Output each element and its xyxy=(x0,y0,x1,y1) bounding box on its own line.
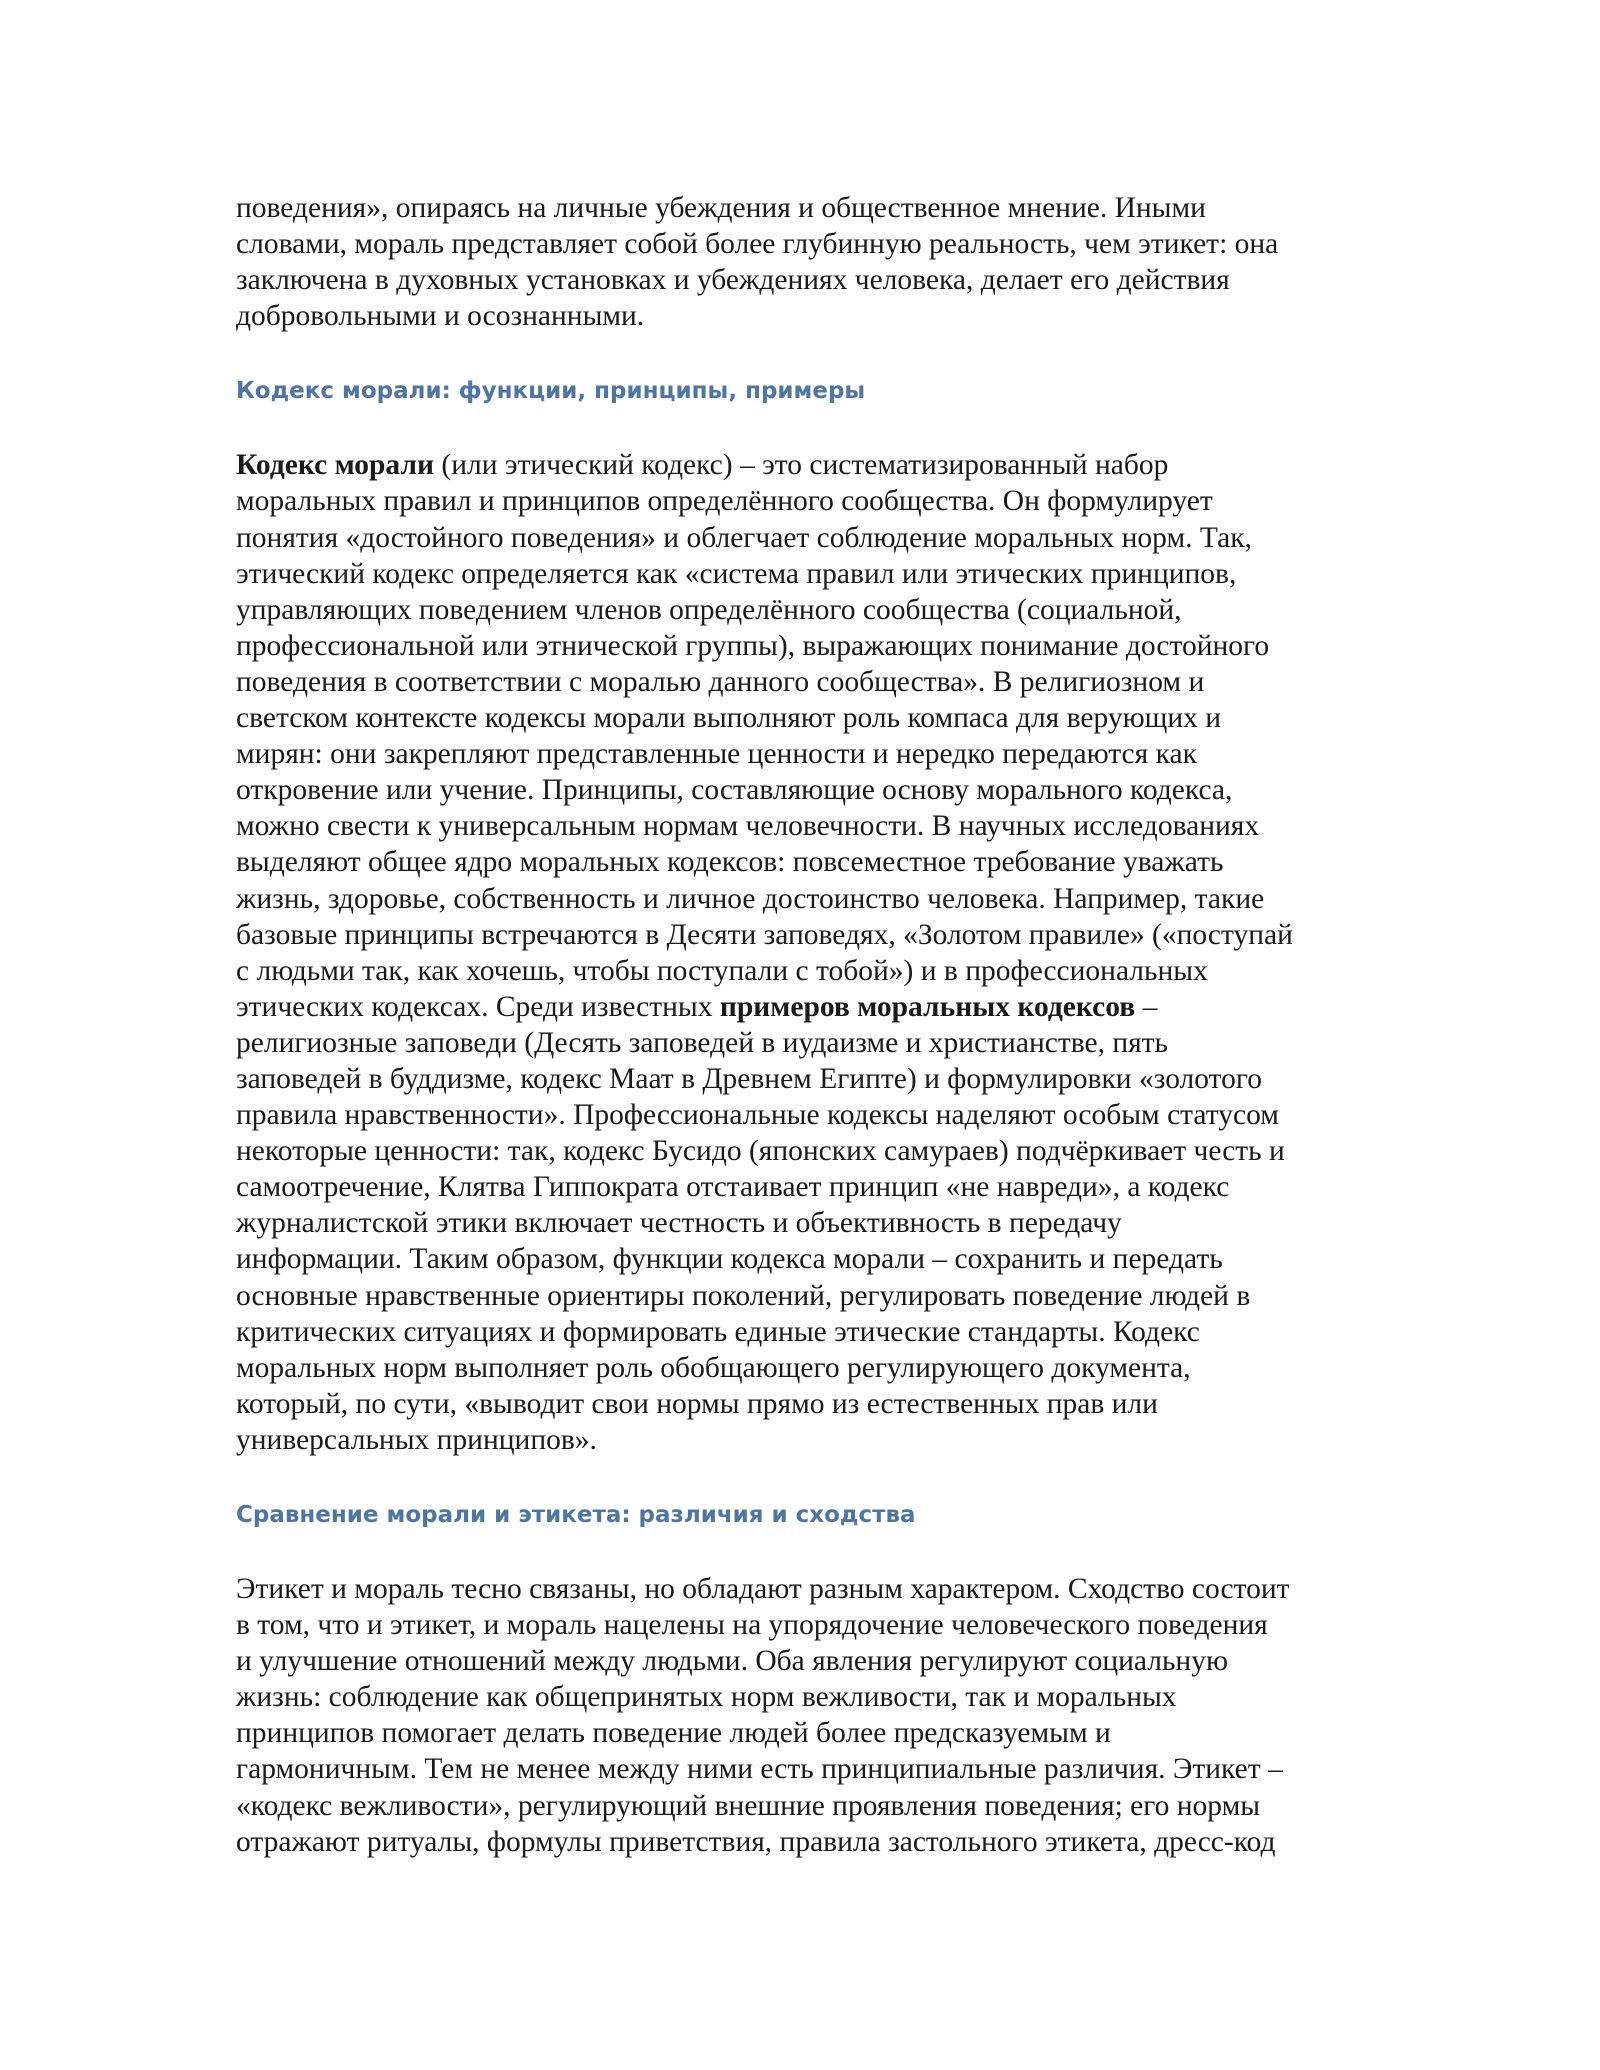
text-line: самоотречение, Клятва Гиппократа отстаивает принцип «не навреди», а кодекс xyxy=(236,1171,1230,1204)
document-body xyxy=(236,190,1366,1860)
text-line: понятия «достойного поведения» и облегчает соблюдение моральных норм. Так, xyxy=(236,521,1252,554)
text-line: светском контексте кодексы морали выполняют роль компаса для верующих и xyxy=(236,702,1222,735)
text-line: заключена в духовных установках и убеждениях человека, делает его действия xyxy=(236,264,1230,297)
text-line: некоторые ценности: так, кодекс Бусидо (японских самураев) подчёркивает честь и xyxy=(236,1135,1285,1168)
text-line: критических ситуациях и формировать единые этические стандарты. Кодекс xyxy=(236,1315,1200,1348)
text-line: жизнь: соблюдение как общепринятых норм вежливости, так и моральных xyxy=(236,1681,1177,1714)
text-line: выделяют общее ядро моральных кодексов: повсеместное требование уважать xyxy=(236,846,1224,879)
text-line: можно свести к универсальным нормам человечности. В научных исследованиях xyxy=(236,810,1260,843)
text-line: который, по сути, «выводит свои нормы прямо из естественных прав или xyxy=(236,1387,1158,1420)
section-heading-moral-code: Кодекс морали: функции, принципы, примеры xyxy=(236,378,866,405)
text-line: этический кодекс определяется как «система правил или этических принципов, xyxy=(236,557,1237,590)
text-line xyxy=(236,989,1366,1025)
text-line: журналистской этики включает честность и объективность в передачу xyxy=(236,1207,1122,1240)
text-line: добровольными и осознанными. xyxy=(236,300,645,333)
text-run: этических кодексах. Среди известных xyxy=(236,990,720,1023)
bold-term: примеров моральных кодексов xyxy=(719,990,1136,1023)
text-line: основные нравственные ориентиры поколений, регулировать поведение людей в xyxy=(236,1279,1251,1312)
text-line: моральных норм выполняет роль обобщающего регулирующего документа, xyxy=(236,1351,1191,1384)
text-line: словами, мораль представляет собой более глубинную реальность, чем этикет: она xyxy=(236,228,1279,261)
text-line: профессиональной или этнической группы), выражающих понимание достойного xyxy=(236,629,1270,662)
text-line: откровение или учение. Принципы, составляющие основу морального кодекса, xyxy=(236,774,1233,807)
paragraph-comparison xyxy=(236,1571,1366,1860)
text-line: мирян: они закрепляют представленные ценности и нередко передаются как xyxy=(236,738,1197,771)
paragraph-moral-reality xyxy=(236,190,1366,334)
text-line: универсальных принципов». xyxy=(236,1423,597,1456)
text-run: – xyxy=(1135,990,1158,1023)
text-line: религиозные заповеди (Десять заповедей в иудаизме и христианстве, пять xyxy=(236,1026,1169,1059)
text-line: Этикет и мораль тесно связаны, но обладают разным характером. Сходство состоит xyxy=(236,1573,1290,1605)
text-line: и улучшение отношений между людьми. Оба явления регулируют социальную xyxy=(236,1645,1228,1678)
text-line: поведения», опираясь на личные убеждения и общественное мнение. Иными xyxy=(236,192,1206,224)
text-line: гармоничным. Тем не менее между ними есть принципиальные различия. Этикет – xyxy=(236,1753,1283,1786)
text-line: принципов помогает делать поведение людей более предсказуемым и xyxy=(236,1717,1111,1750)
text-line xyxy=(236,447,1366,483)
text-line: жизнь, здоровье, собственность и личное достоинство человека. Например, такие xyxy=(236,882,1265,915)
text-line: отражают ритуалы, формулы приветствия, правила застольного этикета, дресс-код xyxy=(236,1825,1276,1858)
text-run: (или этический кодекс) – это систематизированный набор xyxy=(434,449,1169,482)
text-line: поведения в соответствии с моралью данного сообщества». В религиозном и xyxy=(236,665,1205,698)
section-heading-comparison: Сравнение морали и этикета: различия и сходства xyxy=(236,1502,916,1528)
text-line: заповедей в буддизме, кодекс Маат в Древнем Египте) и формулировки «золотого xyxy=(236,1062,1263,1095)
text-line: управляющих поведением членов определённого сообщества (социальной, xyxy=(236,593,1182,626)
bold-term: Кодекс морали xyxy=(236,449,434,482)
text-line: с людьми так, как хочешь, чтобы поступали с тобой») и в профессиональных xyxy=(236,954,1208,987)
paragraph-moral-code xyxy=(236,447,1366,1458)
text-line: информации. Таким образом, функции кодекса морали – сохранить и передать xyxy=(236,1243,1223,1276)
text-line: «кодекс вежливости», регулирующий внешние проявления поведения; его нормы xyxy=(236,1789,1261,1822)
text-line: базовые принципы встречаются в Десяти заповедях, «Золотом правиле» («поступай xyxy=(236,918,1293,951)
text-line: моральных правил и принципов определённого сообщества. Он формулирует xyxy=(236,485,1213,518)
text-line: в том, что и этикет, и мораль нацелены на упорядочение человеческого поведения xyxy=(236,1609,1268,1642)
text-line: правила нравственности». Профессиональные кодексы наделяют особым статусом xyxy=(236,1099,1279,1132)
